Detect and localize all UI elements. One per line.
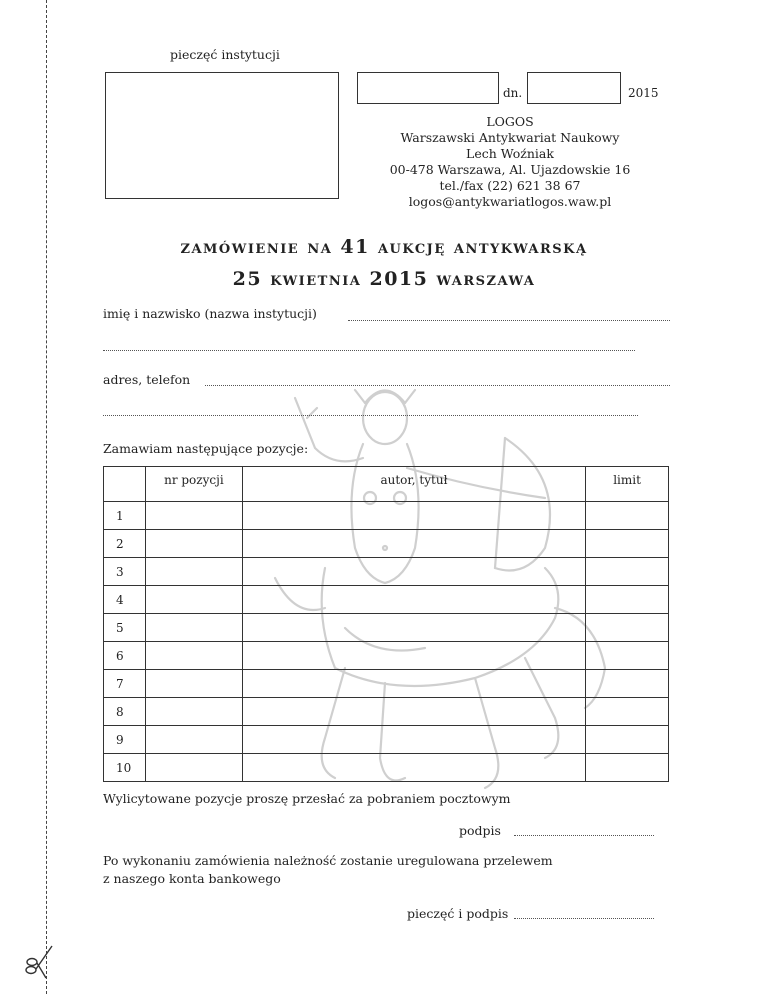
table-row bbox=[104, 698, 669, 726]
signature-label: podpis bbox=[459, 823, 501, 838]
limit-cell[interactable] bbox=[586, 754, 669, 782]
page-title: zamówienie na 41 aukcję antykwarską bbox=[180, 236, 588, 258]
table-row bbox=[104, 670, 669, 698]
row-number: 7 bbox=[104, 670, 146, 698]
limit-cell[interactable] bbox=[586, 502, 669, 530]
item-no-cell[interactable] bbox=[145, 586, 242, 614]
row-number: 1 bbox=[104, 502, 146, 530]
stamp-signature-label: pieczęć i podpis bbox=[407, 906, 509, 921]
scissors-icon bbox=[22, 940, 56, 980]
shipping-note: Wylicytowane pozycje proszę przesłać za pobraniem pocztowym bbox=[103, 791, 511, 806]
name-label: imię i nazwisko (nazwa instytucji) bbox=[103, 306, 317, 321]
table-row bbox=[104, 614, 669, 642]
author-title-cell[interactable] bbox=[242, 586, 585, 614]
table-row bbox=[104, 558, 669, 586]
item-no-cell[interactable] bbox=[145, 642, 242, 670]
address-line: Lech Woźniak bbox=[466, 146, 554, 161]
limit-cell[interactable] bbox=[586, 614, 669, 642]
item-no-cell[interactable] bbox=[145, 614, 242, 642]
address-line: tel./fax (22) 621 38 67 bbox=[439, 178, 581, 193]
address-line: Warszawski Antykwariat Naukowy bbox=[400, 130, 620, 145]
author-title-cell[interactable] bbox=[242, 502, 585, 530]
limit-cell[interactable] bbox=[586, 726, 669, 754]
col-header-number bbox=[104, 467, 146, 502]
author-title-cell[interactable] bbox=[242, 614, 585, 642]
row-number: 8 bbox=[104, 698, 146, 726]
page-subtitle: 25 kwietnia 2015 warszawa bbox=[232, 268, 536, 290]
table-row bbox=[104, 530, 669, 558]
name-field[interactable] bbox=[348, 320, 670, 321]
row-number: 2 bbox=[104, 530, 146, 558]
limit-cell[interactable] bbox=[586, 530, 669, 558]
name-field-continued[interactable] bbox=[103, 350, 635, 351]
date-prefix: dn. bbox=[503, 86, 523, 100]
author-title-cell[interactable] bbox=[242, 726, 585, 754]
item-no-cell[interactable] bbox=[145, 530, 242, 558]
table-row bbox=[104, 586, 669, 614]
item-no-cell[interactable] bbox=[145, 558, 242, 586]
order-intro: Zamawiam następujące pozycje: bbox=[103, 441, 309, 456]
limit-cell[interactable] bbox=[586, 698, 669, 726]
col-header-item-no: nr pozycji bbox=[145, 467, 242, 502]
author-title-cell[interactable] bbox=[242, 698, 585, 726]
stamp-label: pieczęć instytucji bbox=[170, 47, 280, 62]
company-name: LOGOS bbox=[486, 114, 534, 129]
date-field[interactable] bbox=[527, 72, 621, 104]
cut-line bbox=[46, 0, 47, 994]
item-no-cell[interactable] bbox=[145, 502, 242, 530]
item-no-cell[interactable] bbox=[145, 754, 242, 782]
item-no-cell[interactable] bbox=[145, 698, 242, 726]
author-title-cell[interactable] bbox=[242, 642, 585, 670]
row-number: 3 bbox=[104, 558, 146, 586]
address-field[interactable] bbox=[205, 385, 670, 386]
author-title-cell[interactable] bbox=[242, 670, 585, 698]
place-field[interactable] bbox=[357, 72, 499, 104]
table-row bbox=[104, 502, 669, 530]
order-table bbox=[103, 466, 669, 782]
row-number: 10 bbox=[104, 754, 146, 782]
address-email: logos@antykwariatlogos.waw.pl bbox=[408, 194, 612, 209]
author-title-cell[interactable] bbox=[242, 754, 585, 782]
row-number: 6 bbox=[104, 642, 146, 670]
table-row bbox=[104, 754, 669, 782]
address-line: 00-478 Warszawa, Al. Ujazdowskie 16 bbox=[389, 162, 631, 177]
item-no-cell[interactable] bbox=[145, 670, 242, 698]
limit-cell[interactable] bbox=[586, 670, 669, 698]
stamp-signature-field[interactable] bbox=[514, 918, 654, 919]
row-number: 5 bbox=[104, 614, 146, 642]
company-address bbox=[380, 114, 640, 210]
address-field-continued[interactable] bbox=[103, 415, 638, 416]
col-header-limit: limit bbox=[586, 467, 669, 502]
payment-note-line2: z naszego konta bankowego bbox=[103, 871, 281, 886]
limit-cell[interactable] bbox=[586, 586, 669, 614]
year-label: 2015 bbox=[628, 86, 659, 100]
payment-note-line1: Po wykonaniu zamówienia należność zostanie uregulowana przelewem bbox=[103, 853, 553, 868]
row-number: 4 bbox=[104, 586, 146, 614]
signature-field[interactable] bbox=[514, 835, 654, 836]
table-row bbox=[104, 726, 669, 754]
limit-cell[interactable] bbox=[586, 642, 669, 670]
limit-cell[interactable] bbox=[586, 558, 669, 586]
col-header-author-title: autor, tytuł bbox=[242, 467, 585, 502]
author-title-cell[interactable] bbox=[242, 530, 585, 558]
table-header-row bbox=[104, 467, 669, 502]
address-label: adres, telefon bbox=[103, 372, 191, 387]
item-no-cell[interactable] bbox=[145, 726, 242, 754]
table-row bbox=[104, 642, 669, 670]
row-number: 9 bbox=[104, 726, 146, 754]
author-title-cell[interactable] bbox=[242, 558, 585, 586]
institution-stamp-box[interactable] bbox=[105, 72, 339, 199]
